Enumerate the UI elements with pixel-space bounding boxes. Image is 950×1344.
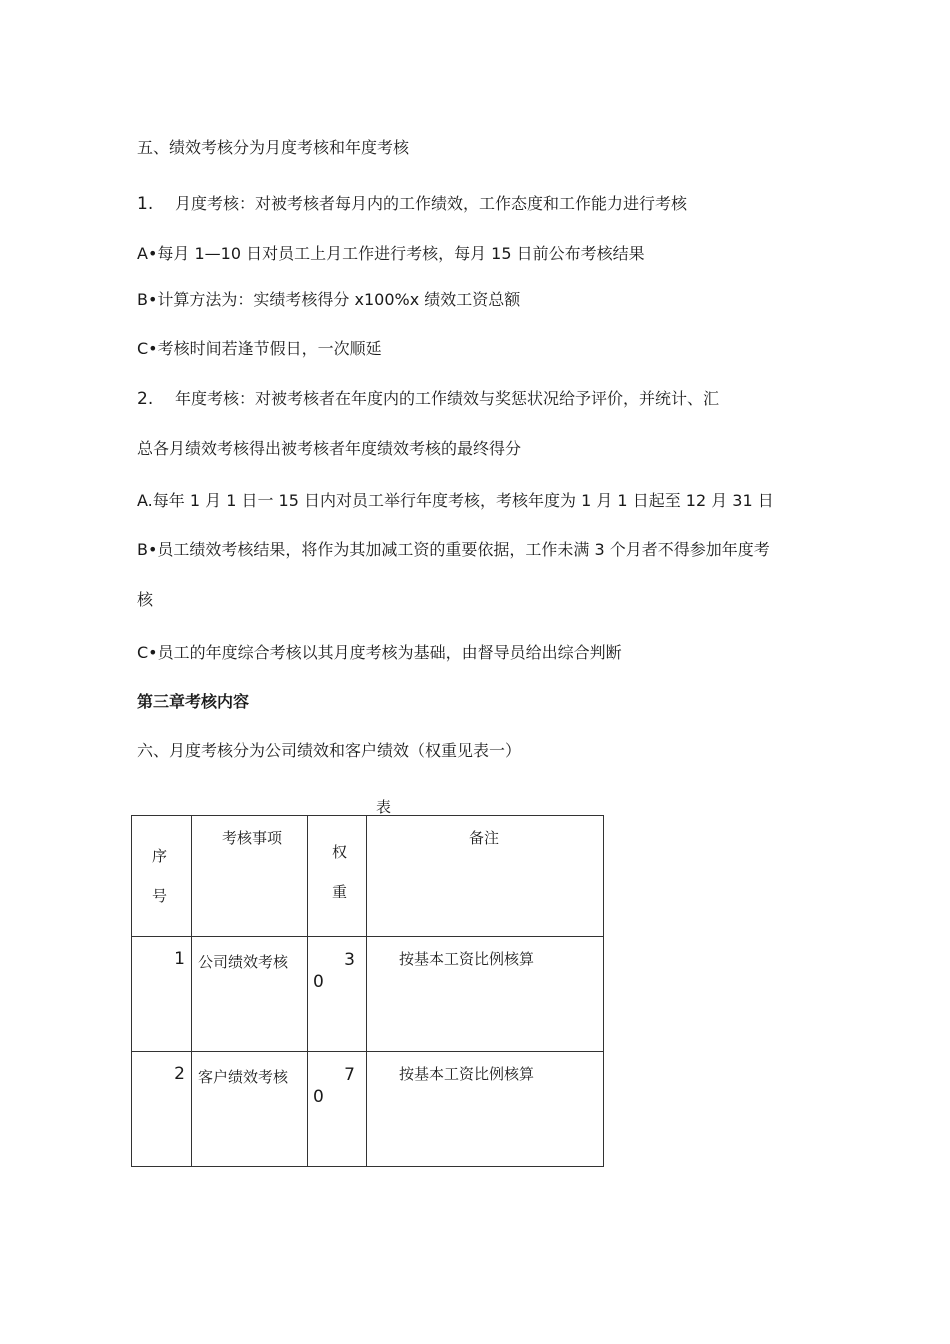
item1-sub-a: A•每月 1—10 日对员工上月工作进行考核，每月 15 日前公布考核结果: [137, 244, 645, 263]
item2-line: [137, 389, 719, 409]
header-seq: 序号: [152, 847, 168, 905]
row2-item: 客户绩效考核: [198, 1068, 289, 1086]
row1-note: 按基本工资比例核算: [367, 937, 604, 1052]
header-item: 考核事项: [192, 816, 308, 937]
item1-text: 月度考核：对被考核者每月内的工作绩效，工作态度和工作能力进行考核: [175, 194, 688, 213]
row1-weight-cell: [308, 937, 367, 1052]
row1-seq: 1: [132, 937, 192, 1052]
row1-weight-top: 3: [344, 950, 355, 970]
row2-weight-top: 7: [344, 1065, 355, 1085]
section6-heading: 六、月度考核分为公司绩效和客户绩效（权重见表一）: [137, 741, 522, 760]
header-seq-cell: [132, 816, 192, 937]
item2-sub-a: A.每年 1 月 1 日一 15 日内对员工举行年度考核，考核年度为 1 月 1 日起至 12 月 31 日: [137, 491, 774, 510]
row1-weight-bottom: 0: [313, 972, 324, 992]
row2-note: 按基本工资比例核算: [367, 1052, 604, 1167]
table-row: [132, 937, 604, 1052]
chapter3-title: 第三章考核内容: [137, 692, 250, 711]
row2-seq: 2: [132, 1052, 192, 1167]
header-weight: 权重: [332, 843, 348, 901]
item1-sub-c: C•考核时间若逢节假日，一次顺延: [137, 339, 382, 358]
row2-item-cell: [192, 1052, 308, 1167]
table-caption: 表: [376, 798, 392, 816]
header-weight-cell: [308, 816, 367, 937]
item1-line: [137, 194, 687, 214]
item2-number: 2.: [137, 389, 154, 409]
item2-sub-b-line2: 核: [137, 590, 154, 609]
section5-heading: 五、绩效考核分为月度考核和年度考核: [137, 138, 410, 157]
table-header-row: [132, 816, 604, 937]
row2-weight-cell: [308, 1052, 367, 1167]
item2-sub-c: C•员工的年度综合考核以其月度考核为基础，由督导员给出综合判断: [137, 643, 622, 662]
header-note: 备注: [367, 816, 604, 937]
item2-text-line2: 总各月绩效考核得出被考核者年度绩效考核的最终得分: [137, 439, 522, 458]
row2-weight-bottom: 0: [313, 1087, 324, 1107]
item1-number: 1.: [137, 194, 154, 214]
row1-item-cell: [192, 937, 308, 1052]
table-row: [132, 1052, 604, 1167]
item1-sub-b: B•计算方法为：实绩考核得分 x100%x 绩效工资总额: [137, 290, 521, 309]
weights-table: [131, 815, 604, 1167]
item2-sub-b-line1: B•员工绩效考核结果，将作为其加减工资的重要依据，工作未满 3 个月者不得参加年度考: [137, 540, 770, 559]
row1-item: 公司绩效考核: [198, 953, 289, 971]
item2-text-line1: 年度考核：对被考核者在年度内的工作绩效与奖惩状况给予评价，并统计、汇: [175, 389, 720, 408]
